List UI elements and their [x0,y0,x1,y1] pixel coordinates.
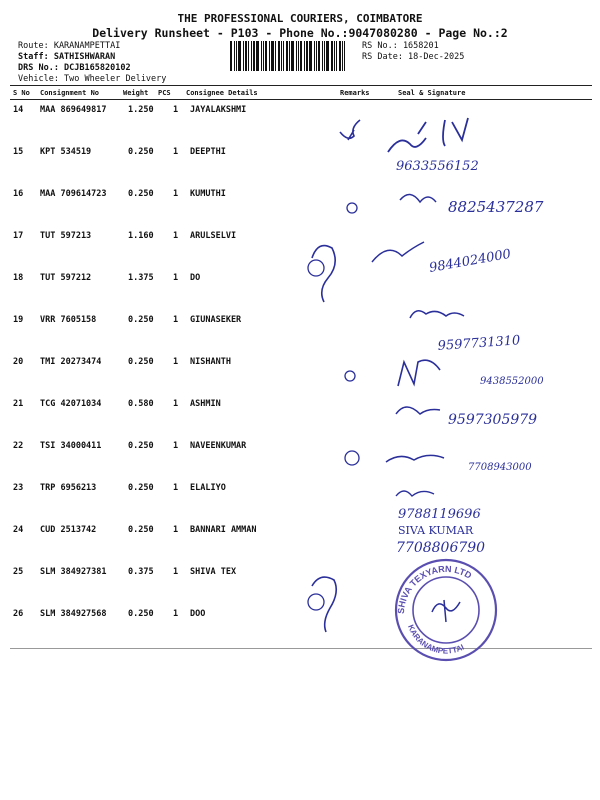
svg-text:SHIVA TEXYARN LTD: SHIVA TEXYARN LTD [395,563,474,615]
staff-label: Staff: SATHISHWARAN [18,52,116,62]
table-row [10,315,592,357]
row-pcs: 1 [173,105,179,115]
phone-20: 9438552000 [480,376,544,387]
col-weight: Weight [123,89,149,97]
phone-15: 9633556152 [396,159,479,174]
row-consignment: TUT 597212 [40,273,92,283]
row-pcs: 1 [173,315,179,325]
phone-18: 9844024000 [428,246,513,276]
table-row [10,441,592,483]
vehicle-label: Vehicle: Two Wheeler Delivery [18,74,167,84]
row-sno: 25 [13,567,24,577]
phone-19: 9597731310 [437,333,521,354]
header-bottom-rule [10,99,592,100]
col-remarks: Remarks [340,89,370,97]
row-consignee: DEEPTHI [190,147,226,157]
row-consignment: MAA 869649817 [40,105,107,115]
phone-21: 9597305979 [448,412,538,428]
row-consignee: GIUNASEKER [190,315,242,325]
row-consignment: KPT 534519 [40,147,92,157]
phone-16: 8825437287 [448,198,544,216]
row-consignment: CUD 2513742 [40,525,97,535]
col-pcs: PCS [158,89,171,97]
table-row [10,525,592,567]
row-weight: 0.250 [128,147,154,157]
table-end-rule [10,648,592,649]
row-weight: 0.250 [128,483,154,493]
row-weight: 0.250 [128,315,154,325]
row-consignee: ELALIYO [190,483,226,493]
row-sno: 24 [13,525,24,535]
row-weight: 0.250 [128,525,154,535]
route-label: Route: KARANAMPETTAI [18,41,121,51]
row-sno: 17 [13,231,24,241]
row-consignment: TMI 20273474 [40,357,102,367]
row-weight: 0.250 [128,441,154,451]
row-consignment: TCG 42071034 [40,399,102,409]
row-pcs: 1 [173,441,179,451]
row-weight: 0.250 [128,357,154,367]
row-consignee: JAYALAKSHMI [190,105,247,115]
runsheet-title: Delivery Runsheet - P103 - Phone No.:9047080280 - Page No.:2 [92,26,508,40]
drs-label: DRS No.: DCJB165820102 [18,63,131,73]
row-sno: 15 [13,147,24,157]
row-pcs: 1 [173,567,179,577]
row-pcs: 1 [173,357,179,367]
row-consignment: VRR 7605158 [40,315,97,325]
row-weight: 0.250 [128,609,154,619]
col-consignment: Consignment No [40,89,100,97]
row-consignee: SHIVA TEX [190,567,237,577]
row-consignee: ASHMIN [190,399,221,409]
row-sno: 16 [13,189,24,199]
row-weight: 1.250 [128,105,154,115]
row-pcs: 1 [173,609,179,619]
table-row [10,105,592,147]
row-sno: 19 [13,315,24,325]
row-consignee: KUMUTHI [190,189,226,199]
row-weight: 0.250 [128,189,154,199]
row-consignment: SLM 384927568 [40,609,107,619]
row-pcs: 1 [173,189,179,199]
row-consignee: NAVEENKUMAR [190,441,247,451]
col-sno: S No [13,89,30,97]
col-consignee: Consignee Details [186,89,258,97]
table-row [10,609,592,651]
row-sno: 21 [13,399,24,409]
svg-text:KARANAMPETTAI: KARANAMPETTAI [406,623,466,656]
table-row [10,399,592,441]
row-sno: 20 [13,357,24,367]
row-consignment: SLM 384927381 [40,567,107,577]
table-row [10,567,592,609]
row-consignee: BANNARI AMMAN [190,525,257,535]
row-pcs: 1 [173,273,179,283]
row-pcs: 1 [173,399,179,409]
row-weight: 1.375 [128,273,154,283]
table-row [10,189,592,231]
barcode [230,41,358,71]
row-sno: 18 [13,273,24,283]
table-row [10,357,592,399]
row-weight: 1.160 [128,231,154,241]
col-seal-signature: Seal & Signature [398,89,466,97]
row-weight: 0.375 [128,567,154,577]
row-sno: 14 [13,105,24,115]
phone-24: 7708806790 [396,540,486,556]
row-sno: 23 [13,483,24,493]
row-consignee: DO [190,273,201,283]
row-consignment: MAA 709614723 [40,189,107,199]
row-sno: 26 [13,609,24,619]
table-row [10,273,592,315]
row-pcs: 1 [173,147,179,157]
table-row [10,231,592,273]
table-row [10,483,592,525]
phone-23: 9788119696 [398,507,481,522]
row-consignment: TRP 6956213 [40,483,97,493]
row-pcs: 1 [173,525,179,535]
header-top-rule [10,85,592,86]
row-consignment: TSI 34000411 [40,441,102,451]
row-pcs: 1 [173,231,179,241]
row-weight: 0.580 [128,399,154,409]
table-row [10,147,592,189]
rs-date: RS Date: 18-Dec-2025 [362,52,465,62]
name-24: SIVA KUMAR [398,524,474,537]
row-pcs: 1 [173,483,179,493]
row-consignee: DOO [190,609,206,619]
rs-number: RS No.: 1658201 [362,41,439,51]
company-title: THE PROFESSIONAL COURIERS, COIMBATORE [177,12,423,25]
row-sno: 22 [13,441,24,451]
row-consignee: NISHANTH [190,357,231,367]
phone-22: 7708943000 [468,462,532,473]
row-consignment: TUT 597213 [40,231,92,241]
row-consignee: ARULSELVI [190,231,237,241]
